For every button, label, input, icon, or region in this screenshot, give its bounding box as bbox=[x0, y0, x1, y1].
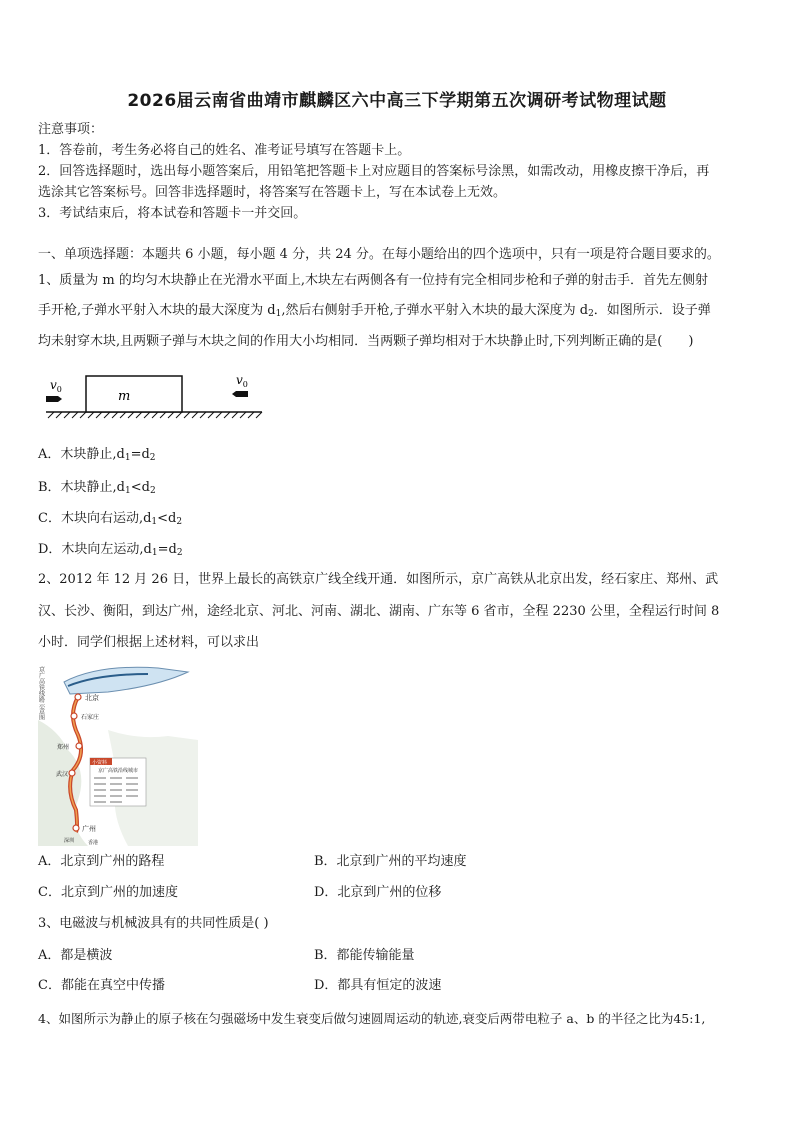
q1-line-3: 均未射穿木块,且两颗子弹与木块之间的作用大小均相同．当两颗子弹均相对于木块静止时,下列判断正确的是( ) bbox=[38, 334, 694, 349]
wooden-block bbox=[86, 376, 182, 412]
q4-line-1: 4、如图所示为静止的原子核在匀强磁场中发生衰变后做匀速圆周运动的轨迹,衰变后两带电粒子 a、b 的半径之比为45:1, bbox=[38, 1011, 706, 1026]
q3-option-b[interactable]: B．都能传输能量 bbox=[314, 948, 415, 963]
city-label-wuhan: 武汉 bbox=[56, 771, 69, 778]
q2-line-3: 小时．同学们根据上述材料，可以求出 bbox=[38, 635, 260, 650]
info-box-title: 京广高铁沿线城市 bbox=[98, 768, 139, 774]
city-label-hongkong: 香港 bbox=[88, 840, 99, 846]
notice-item-2b: 选涂其它答案标号。回答非选择题时，将答案写在答题卡上，写在本试卷上无效。 bbox=[38, 185, 507, 200]
left-velocity-label: $v_0$ bbox=[50, 378, 62, 394]
city-label-guangzhou: 广州 bbox=[82, 825, 96, 833]
q1-line-1: 1、质量为 m 的均匀木块静止在光滑水平面上,木块左右两侧各有一位持有完全相同步枪和子弹的射击手．首先左侧射 bbox=[38, 273, 708, 288]
q3-option-a[interactable]: A．都是横波 bbox=[38, 948, 113, 963]
notice-heading: 注意事项： bbox=[38, 122, 104, 137]
q1-option-d[interactable]: D．木块向左运动$,d_1=d_2$ bbox=[38, 542, 183, 558]
city-dot-guangzhou bbox=[73, 825, 79, 831]
section-heading: 一、单项选择题：本题共 6 小题，每小题 4 分，共 24 分。在每小题给出的四个选项中，只有一项是符合题目要求的。 bbox=[38, 247, 720, 262]
q1-option-b[interactable]: B．木块静止$,d_1<d_2$ bbox=[38, 480, 156, 496]
left-bullet-icon bbox=[46, 396, 62, 402]
q2-option-d[interactable]: D．北京到广州的位移 bbox=[314, 885, 442, 900]
city-label-shijiazhuang: 石家庄 bbox=[81, 714, 100, 721]
q2-option-a[interactable]: A．北京到广州的路程 bbox=[38, 854, 165, 869]
city-label-zhengzhou: 郑州 bbox=[57, 744, 70, 751]
map-vertical-title: 京广高铁线路示意图 bbox=[38, 666, 45, 720]
notice-item-3: 3．考试结束后，将本试卷和答题卡一并交回。 bbox=[38, 206, 307, 221]
q1-line-2b: ,然后右侧射手开枪,子弹水平射入木块的最大深度为 d bbox=[281, 303, 589, 318]
q3-stem: 3、电磁波与机械波具有的共同性质是( ) bbox=[38, 916, 269, 931]
city-dot-shijiazhuang bbox=[71, 713, 77, 719]
notice-item-1: 1．答卷前，考生务必将自己的姓名、准考证号填写在答题卡上。 bbox=[38, 143, 411, 158]
city-dot-zhengzhou bbox=[76, 743, 82, 749]
city-label-shenzhen: 深圳 bbox=[64, 838, 75, 844]
q1-line-2c: ．如图所示．设子弹 bbox=[593, 303, 711, 318]
notice-item-2a: 2．回答选择题时，选出每小题答案后，用铅笔把答题卡上对应题目的答案标号涂黑，如需改动，用橡皮擦干净后，再 bbox=[38, 164, 710, 179]
block-mass-label: m bbox=[118, 389, 131, 404]
q3-option-c[interactable]: C．都能在真空中传播 bbox=[38, 978, 165, 993]
info-box-heading: 小资料 bbox=[92, 760, 108, 766]
exam-title: 2026届云南省曲靖市麒麟区六中高三下学期第五次调研考试物理试题 bbox=[127, 91, 667, 111]
block-bullets-figure bbox=[44, 370, 264, 420]
d1-subscript: 1 bbox=[275, 309, 282, 319]
info-box bbox=[90, 758, 146, 806]
d2-subscript: 2 bbox=[588, 309, 594, 319]
q2-option-b[interactable]: B．北京到广州的平均速度 bbox=[314, 854, 467, 869]
q2-line-1: 2、2012 年 12 月 26 日，世界上最长的高铁京广线全线开通．如图所示，京广高铁从北京出发，经石家庄、郑州、武 bbox=[38, 572, 719, 587]
railway-map-figure bbox=[38, 660, 198, 846]
q2-option-c[interactable]: C．北京到广州的加速度 bbox=[38, 885, 178, 900]
q3-option-d[interactable]: D．都具有恒定的波速 bbox=[314, 978, 442, 993]
q1-line-2a: 手开枪,子弹水平射入木块的最大深度为 d bbox=[38, 303, 276, 318]
city-dot-wuhan bbox=[69, 770, 75, 776]
q2-line-2: 汉、长沙、衡阳，到达广州，途经北京、河北、河南、湖北、湖南、广东等 6 省市，全程 2230 公里，全程运行时间 8 bbox=[38, 604, 720, 619]
right-velocity-label: $v_0$ bbox=[236, 373, 248, 389]
ground-hatching bbox=[46, 412, 262, 418]
city-label-beijing: 北京 bbox=[85, 694, 99, 702]
city-dot-beijing bbox=[75, 694, 81, 700]
right-bullet-icon bbox=[232, 391, 248, 397]
q1-option-c[interactable]: C．木块向右运动$,d_1<d_2$ bbox=[38, 511, 183, 527]
q1-option-a[interactable]: A．木块静止$,d_1=d_2$ bbox=[38, 447, 156, 463]
q1-line-2 bbox=[38, 302, 711, 323]
